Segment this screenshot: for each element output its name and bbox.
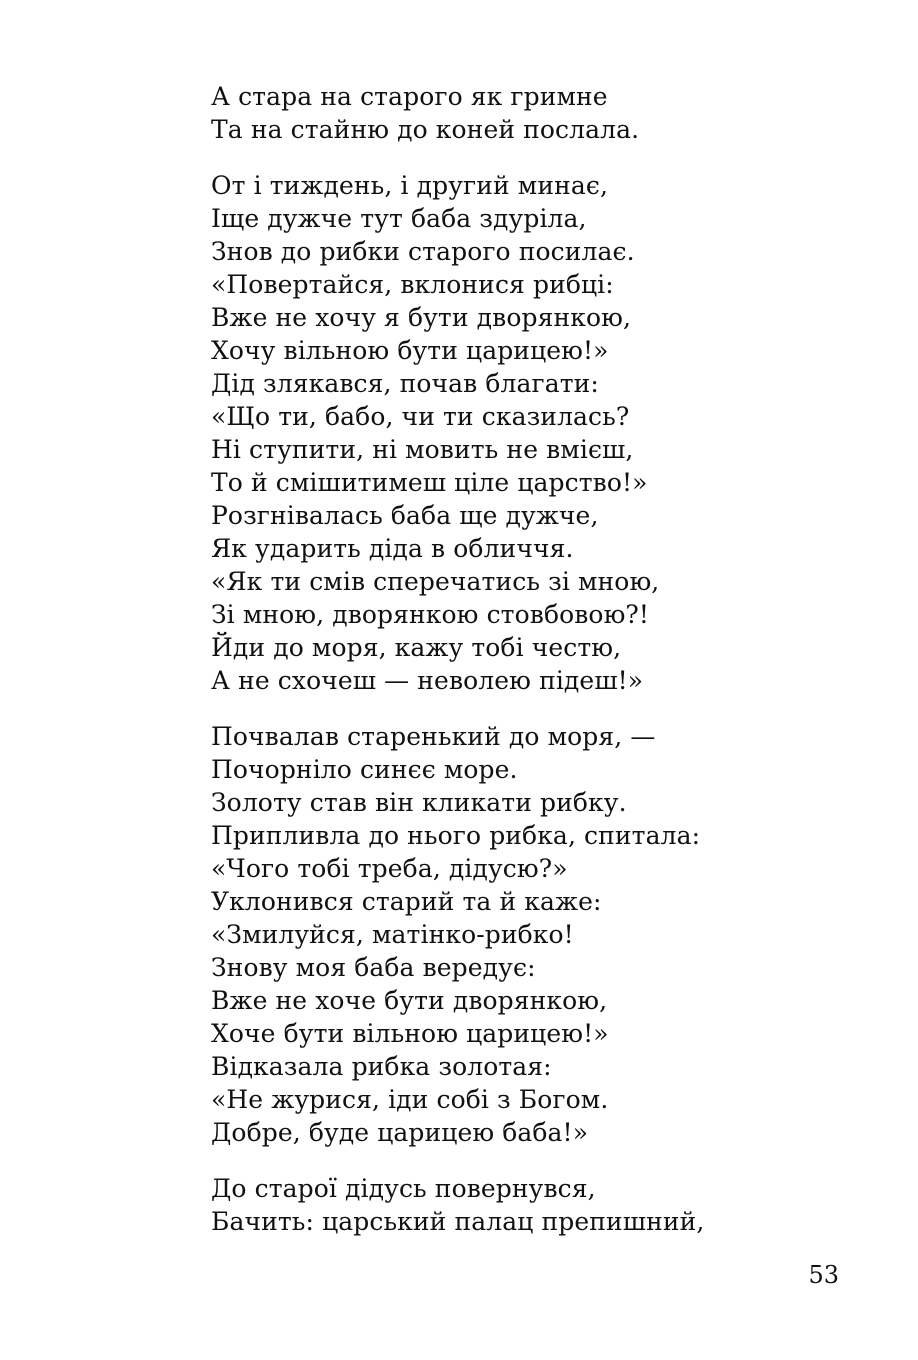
poem-line: «Чого тобі треба, дідусю?»	[211, 854, 568, 883]
poem-line: До старої дідусь повернувся,	[211, 1174, 596, 1203]
stanza	[211, 720, 871, 1149]
poem-line: А стара на старого як гримне	[211, 82, 608, 111]
poem-line: Хочу вільною бути царицею!»	[211, 336, 609, 365]
poem-line: Йди до моря, кажу тобі честю,	[211, 633, 622, 662]
stanza	[211, 80, 871, 146]
poem-line: Золоту став він кликати рибку.	[211, 788, 627, 817]
poem-line: Зі мною, дворянкою стовбовою?!	[211, 600, 650, 629]
poem-line: Припливла до нього рибка, спитала:	[211, 821, 701, 850]
poem-line: Вже не хоче бути дворянкою,	[211, 986, 608, 1015]
poem-line: Знов до рибки старого посилає.	[211, 237, 635, 266]
poem-line: Бачить: царський палац препишний,	[211, 1207, 705, 1236]
poem-line: «Повертайся, вклонися рибці:	[211, 270, 614, 299]
poem-line: «Змилуйся, матінко-рибко!	[211, 920, 574, 949]
poem-line: Та на стайню до коней послала.	[211, 115, 640, 144]
poem-line: Відказала рибка золотая:	[211, 1052, 552, 1081]
poem-line: Вже не хочу я бути дворянкою,	[211, 303, 632, 332]
poem-line: «Що ти, бабо, чи ти сказилась?	[211, 402, 630, 431]
poem-line: Розгнівалась баба ще дужче,	[211, 501, 599, 530]
poem-line: Добре, буде царицею баба!»	[211, 1118, 589, 1147]
stanza	[211, 1172, 871, 1238]
poem-line: Ні ступити, ні мовить не вмієш,	[211, 435, 634, 464]
poem-line: То й смішитимеш ціле царство!»	[211, 468, 648, 497]
poem-line: Як ударить діда в обличчя.	[211, 534, 574, 563]
poem-line: Почвалав старенький до моря, —	[211, 722, 656, 751]
poem-text	[211, 80, 871, 1238]
poem-line: А не схочеш — неволею підеш!»	[211, 666, 644, 695]
poem-line: «Як ти смів сперечатись зі мною,	[211, 567, 660, 596]
poem-line: «Не журися, іди собі з Богом.	[211, 1085, 609, 1114]
stanza	[211, 169, 871, 697]
poem-line: Іще дужче тут баба здуріла,	[211, 204, 587, 233]
page-number: 53	[808, 1261, 839, 1289]
poem-line: От і тиждень, і другий минає,	[211, 171, 609, 200]
poem-line: Дід злякався, почав благати:	[211, 369, 599, 398]
poem-line: Уклонився старий та й каже:	[211, 887, 602, 916]
poem-line: Знову моя баба вередує:	[211, 953, 536, 982]
poem-line: Почорніло синєє море.	[211, 755, 518, 784]
poem-line: Хоче бути вільною царицею!»	[211, 1019, 609, 1048]
